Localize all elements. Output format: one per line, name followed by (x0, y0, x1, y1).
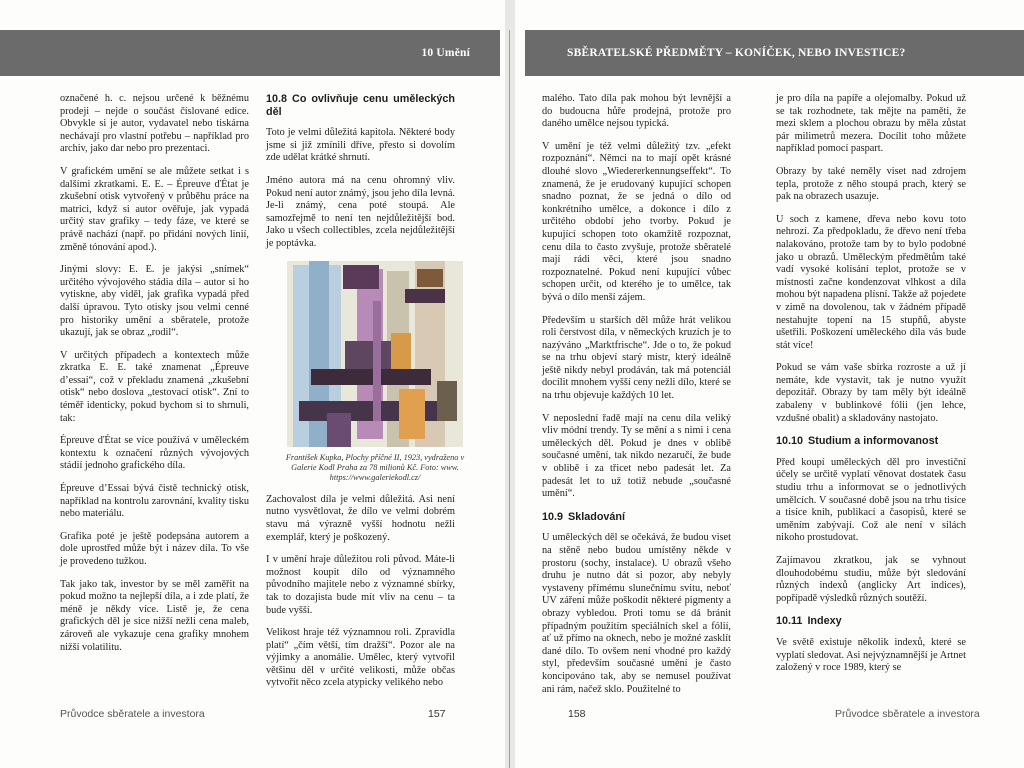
section-heading-10-8: 10.8 Co ovlivňuje cenu uměleckých děl (266, 93, 455, 118)
right-page (515, 0, 1024, 768)
paragraph: Zachovalost díla je velmi důležitá. Asi není nutno vysvětlovat, že dílo ve velmi dobrém stavu má výrazně vyšší hodnotu nežli exemplář, který je poškozený. (266, 493, 455, 543)
footer-title-left: Průvodce sběratele a investora (60, 708, 205, 720)
right-column-2 (776, 93, 966, 685)
page-number-left: 157 (428, 708, 446, 720)
left-column-2 (266, 93, 465, 700)
paragraph: malého. Tato díla pak mohou být levnější a do budoucna hůře prodejná, protože pro daného umělce nejsou typická. (542, 93, 731, 130)
paragraph: Épreuve d’Essai bývá čistě technický otisk, například na kontrolu zarovnání, kvality tisku nebo materiálu. (60, 483, 249, 520)
section-heading-10-10: 10.10 Studium a informovanost (776, 435, 939, 448)
paragraph: Před koupí uměleckých děl pro investiční účely se určitě vyplatí věnovat dostatek času studiu trhu a informovat se o jednotlivých umělcích. V současné době jsou na trhu tisíce a tisíce knih, publikací a časopisů, které se uměním zabývají. Což ale není v silách nikoho prostudovat. (776, 456, 966, 544)
running-header-left: 10 Umění (0, 30, 500, 76)
section-heading-10-9: 10.9 Skladování (542, 510, 626, 523)
paragraph: Jinými slovy: E. E. je jakýsi „snímek“ určitého vývojového stádia díla – autor si ho vytiskne, aby viděl, jak grafika vypadá před další úpravou. Tyto otisky jsou velmi cenné pro historiky umění a sběratele, protože ukazují, jak se obraz „rodil“. (60, 264, 249, 339)
paragraph: Ve světě existuje několik indexů, které se vyplatí sledovat. Asi nejvýznamnější je Artnet založený v roce 1989, který se (776, 636, 966, 674)
paragraph: označené h. c. nejsou určené k běžnému prodeji – nejde o součást číslované edice. Obvykle si je autor, vydavatel nebo tiskárna nechávají pro vlastní potřebu – například pro archiv, jako dar nebo pro prezentaci. (60, 93, 249, 155)
paragraph: U soch z kamene, dřeva nebo kovu toto nehrozí. Za předpokladu, že dřevo není třeba nalakováno, protože tam by to bylo podobné jako u obrazů. Uměleckým předmětům také vadí vysoké kolísání teplot, protože se v místnosti začne kondenzovat vlhkost a díla mohou být napadena plísní. Takže až pojedete v zimě na dovolenou, tak v žádném případě nestahujte topení na 15 stupňů, abyste ušetřili. Poškození uměleckého díla vás bude stát více! (776, 213, 966, 351)
paragraph: je pro díla na papíře a olejomalby. Pokud už se tak rozhodnete, tak mějte na paměti, že mezi sklem a plochou obrazu by měla zůstat pár milimetrů mezera. Docílit toho můžete například pomocí paspart. (776, 93, 966, 155)
kupka-figure (280, 261, 470, 484)
paragraph: V určitých případech a kontextech může zkratka E. E. také znamenat „Épreuve d’essai“, což v překladu znamená „zkušební otisk“ nebo doslova „testovací otisk“. Zní to téměř identicky, pokud bychom si to shrnuli, tak: (60, 349, 249, 424)
book-gutter (505, 0, 515, 768)
running-header-right: SBĚRATELSKÉ PŘEDMĚTY – KONÍČEK, NEBO INVESTICE? (525, 30, 1024, 76)
paragraph: I v umění hraje důležitou roli původ. Máte-li možnost koupit dílo od významného původního majitele nebo z významné sbírky, tak to dozajista bude mít vliv na cenu – ta bude vyšší. (266, 554, 455, 616)
page-number-right: 158 (568, 708, 586, 720)
left-page (0, 0, 505, 768)
paragraph: Pokud se vám vaše sbírka rozroste a už jí nemáte, kde vystavit, tak je nutno využít depozitář. Obrazy by tam měly být ideálně zabaleny v bublinkové fólii (jen lehce, vzdušné obalit) a skladovány nastojato. (776, 362, 966, 424)
abstract-painting-image (287, 261, 463, 447)
figure-caption: František Kupka, Plochy příčné II, 1923, vydraženo v Galerie Kodl Praha za 78 milionů Kč. Foto: www. https://www.galeriekodl.cz/ (285, 452, 465, 483)
paragraph: Především u starších děl může hrát velikou roli čerstvost díla, v německých kruzích je to nazýváno „Marktfrische“. Jde o to, že pokud se na trhu objeví starý mistr, který ideálně ještě nikdy nebyl prodáván, tak má potenciál docílit mnohem vyšší ceny nežli dílo, které se na trhu objevuje každých 10 let. (542, 314, 731, 402)
paragraph: Velikost hraje též významnou roli. Zpravidla platí“ „čím větší, tím dražší“. Pozor ale na výjimky a anomálie. Umělec, který vytvořil většinu děl v určité velikosti, může občas vytvořit něco zcela atypicky velikého nebo (266, 627, 455, 689)
left-column-1 (60, 93, 249, 664)
paragraph: Tak jako tak, investor by se měl zaměřit na pokud možno ta nejlepší díla, a i zde platí, že méně je někdy více. Listě je, že cena grafických děl je sice nižší nežli cena maleb, zároveň ale vykazuje cena grafiky mnohem nižší volatilitu. (60, 578, 249, 653)
right-column-1 (542, 93, 731, 706)
paragraph: V neposlední řadě mají na cenu díla veliký vliv módní trendy. Ty se mění a s nimi i cena uměleckých děl. Pokud je dnes v oblibě současné umění, tak nikdo nezaručí, že bude v oblibě i za třicet nebo padesát let. Za padesát let to už totiž nebude „současné umění“. (542, 412, 731, 500)
paragraph: Grafika poté je ještě podepsána autorem a dole uprostřed může být i název díla. To vše je provedeno tužkou. (60, 530, 249, 567)
paragraph: Épreuve ďÉtat se více používá v uměleckém kontextu k označení různých vývojových stádií jednoho grafického díla. (60, 435, 249, 472)
paragraph: V grafickém umění se ale můžete setkat i s dalšími zkratkami. E. E. – Épreuve ďÉtat je zkušební otisk vytvořený v průběhu práce na matrici, když si autor ověřuje, jak vypadá určitý stav grafiky – tedy fáze, ve které se právě nachází (např. po přidání nových linií, změně tónování apod.). (60, 165, 249, 253)
footer-title-right: Průvodce sběratele a investora (835, 708, 980, 720)
paragraph: Jméno autora má na cenu ohromný vliv. Pokud není autor známý, jsou jeho díla levná. Je-li známý, cena poté stoupá. Ale samozřejmě to není ten nejdůležitější bod. Jako u všech collectibles, zcela nejdůležitější je poptávka. (266, 174, 455, 249)
paragraph: Zajímavou zkratkou, jak se vyhnout dlouhodobému studiu, může být sledování různých indexů (anglicky Art indices), popřípadě výsledků různých soutěží. (776, 555, 966, 604)
paragraph: V umění je též velmi důležitý tzv. „efekt rozpoznání“. Němci na to mají opět krásné dlouhé slovo „Wiedererkennungseffekt“. To znamená, že je erudovaný kupující schopen snadno poznat, že se jedná o dílo od konkrétního umělce, a dokonce i dílo z určitého období jeho tvorby. Pokud je kupující schopen toto okamžitě rozpoznat, cenu díla to často zvyšuje, protože sběratelé mají rádi věci, které jsou snadno rozpoznatelné. Pokud není kupující vůbec schopen určit, od kterého je to umělce, tak bývá o dílo menší zájem. (542, 140, 731, 303)
section-heading-10-11: 10.11 Indexy (776, 615, 842, 628)
paragraph: Obrazy by také neměly viset nad zdrojem tepla, protože z něho stoupá prach, který se pak na obrazech usazuje. (776, 165, 966, 203)
paragraph: U uměleckých děl se očekává, že budou viset na stěně nebo budou umístěny někde v prostoru (sochy, instalace). U obrazů všeho druhu je nutno dát si pozor, aby nebyly vystaveny přímému slunečnímu svitu, neboť UV záření může poškodit některé pigmenty a obrazy vybledou. Proti tomu se dá bránit případným použitím speciálních skel a fólií, ať už přímo na oknech, nebo je možné zasklít dané dílo. To ovšem není vhodné pro každý styl, především současné umění je často koncipováno tak, aby se nemusel používat ani rám, načež sklo. Použitelné to (542, 532, 731, 695)
paragraph: Toto je velmi důležitá kapitola. Některé body jsme si již zmínili dříve, přesto si dovolím zde udělat krátké shrnutí. (266, 127, 455, 164)
